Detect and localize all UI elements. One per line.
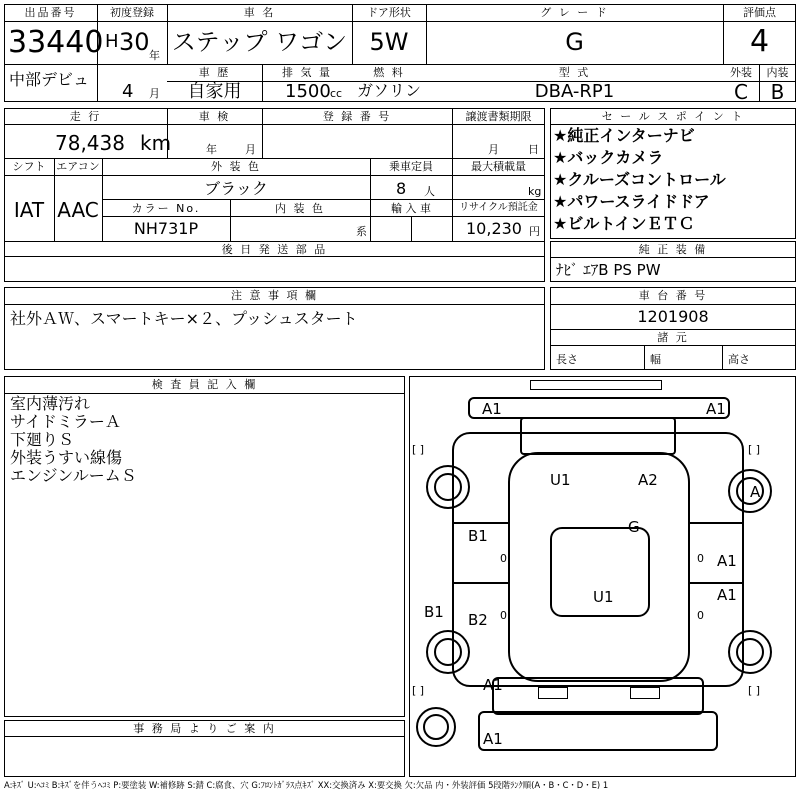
bracket-left-top: [ ] xyxy=(412,443,425,456)
mileage-unit: km xyxy=(140,131,172,155)
inspector-line: 下廻りＳ xyxy=(10,430,75,449)
mileage-label: 走 行 xyxy=(69,110,102,123)
inspector-line: サイドミラーＡ xyxy=(10,412,121,431)
length-label: 長さ xyxy=(556,353,578,366)
color-no: NH731P xyxy=(133,219,199,238)
inspector-label: 検 査 員 記 入 欄 xyxy=(151,378,258,391)
inspector-line: エンジンルームＳ xyxy=(10,466,137,485)
interior-color-label: 内 装 色 xyxy=(275,202,325,215)
equipment-label: 純 正 装 備 xyxy=(638,243,708,256)
color-no-label: カラー No. xyxy=(131,202,201,215)
transfer-day-unit: 日 xyxy=(528,143,539,156)
inspector-line: 外装うすい線傷 xyxy=(10,448,123,467)
lot-label: 出品番号 xyxy=(24,6,77,19)
damage-mark-sill-left: B1 xyxy=(424,603,444,621)
damage-mark-front-right: A1 xyxy=(706,400,726,418)
ac: AAC xyxy=(57,198,99,222)
damage-mark-door-rear-right: A1 xyxy=(717,586,737,604)
legend: A:ｷｽﾞ U:ﾍｺﾐ B:ｷｽﾞを伴うﾍｺﾐ P:要塗装 W:補修跡 S:錆 C:腐食、穴 G:ﾌﾛﾝﾄｶﾞﾗｽ点ｷｽﾞ XX:交換済み X:要交換 欠:欠品 内・外装評価 5段階ﾗﾝｸ順(A・B・C・D・E) 1 xyxy=(4,780,609,790)
car-name: ステップ ワゴン xyxy=(171,28,348,56)
capacity-label: 乗車定員 xyxy=(389,160,433,173)
damage-mark-rear-left: A1 xyxy=(483,676,503,694)
displacement-unit: cc xyxy=(330,87,343,100)
damage-mark-front-left: A1 xyxy=(482,400,502,418)
mileage: 78,438 xyxy=(55,131,125,155)
fuel-label: 燃 料 xyxy=(373,66,405,79)
transfer-label: 譲渡書類期限 xyxy=(465,110,532,123)
int-score: B xyxy=(770,80,785,104)
color: ブラック xyxy=(204,179,268,198)
grade-label: グ レ ー ド xyxy=(540,6,609,19)
damage-mark-rear-bumper: A1 xyxy=(483,730,503,748)
sales-points-list xyxy=(553,128,793,238)
sales-point: ★パワースライドドア xyxy=(553,192,710,211)
model: DBA-RP1 xyxy=(534,81,615,102)
inspector-line: 室内薄汚れ xyxy=(10,394,91,413)
reg-year: 30 xyxy=(119,28,150,56)
door-type: 5W xyxy=(369,28,409,56)
score-label: 評価点 xyxy=(743,6,776,19)
history: 自家用 xyxy=(187,81,242,102)
ext-label: 外装 xyxy=(730,66,752,79)
recycle-label: リサイクル預託金 xyxy=(459,202,538,213)
car-diagram xyxy=(409,376,796,777)
shift-label: シフト xyxy=(12,160,46,173)
office-label: 事 務 局 よ り ご 案 内 xyxy=(133,722,276,735)
side-mark: 0 xyxy=(697,552,704,565)
width-label: 幅 xyxy=(650,353,661,366)
damage-mark-wheel-front-right: A xyxy=(750,483,761,501)
model-label: 型 式 xyxy=(558,66,591,79)
door-label: ドア形状 xyxy=(367,6,411,19)
plate-label: 登 録 番 号 xyxy=(322,110,392,123)
shift: IAT xyxy=(13,198,45,222)
capacity: 8 xyxy=(396,179,407,198)
displacement: 1500 xyxy=(285,81,331,102)
recycle-unit: 円 xyxy=(529,225,540,238)
color-label: 外 装 色 xyxy=(211,160,261,173)
reg-label: 初度登録 xyxy=(110,6,154,19)
damage-mark-roof: G xyxy=(628,518,640,536)
lot-number: 33440 xyxy=(8,25,104,60)
reg-month: 4 xyxy=(122,81,134,102)
venue: 中部デビュ xyxy=(9,70,90,89)
inspection-label: 車 検 xyxy=(198,110,231,123)
side-mark: 0 xyxy=(500,609,507,622)
sales-point: ★純正インターナビ xyxy=(553,126,695,145)
damage-mark-door-front-left: B1 xyxy=(468,527,488,545)
chassis-number: 1201908 xyxy=(637,307,709,326)
capacity-unit: 人 xyxy=(424,185,435,198)
damage-mark-hood-left: U1 xyxy=(550,471,571,489)
ext-score: C xyxy=(734,80,748,104)
load-unit: kg xyxy=(528,185,542,198)
fuel: ガソリン xyxy=(356,81,421,100)
name-label: 車 名 xyxy=(243,6,276,19)
damage-mark-door-rear-left: B2 xyxy=(468,611,488,629)
sales-point: ★ビルトインＥＴＣ xyxy=(553,214,695,233)
month-unit: 月 xyxy=(149,87,160,100)
ac-label: エアコン xyxy=(56,160,100,173)
import-label: 輸 入 車 xyxy=(391,202,431,215)
displacement-label: 排 気 量 xyxy=(282,66,332,79)
load-label: 最大積載量 xyxy=(471,160,526,173)
grade: G xyxy=(565,28,584,56)
bracket-right-top: [ ] xyxy=(748,443,761,456)
inspector-notes xyxy=(10,396,137,486)
height-label: 高さ xyxy=(728,353,750,366)
damage-mark-door-front-right: A1 xyxy=(717,552,737,570)
side-mark: 0 xyxy=(500,552,507,565)
recycle: 10,230 xyxy=(466,219,522,238)
history-label: 車 歴 xyxy=(198,66,231,79)
bracket-left-bottom: [ ] xyxy=(412,684,425,697)
notes-text: 社外ＡＷ、スマートキー×２、プッシュスタート xyxy=(10,309,358,328)
era: H xyxy=(105,31,119,52)
later-parts-label: 後 日 発 送 部 品 xyxy=(221,243,328,256)
insp-month-unit: 月 xyxy=(245,143,256,156)
int-label: 内装 xyxy=(766,66,789,79)
dims-label: 諸 元 xyxy=(657,331,689,344)
sales-label: セ ー ル ス ポ イ ン ト xyxy=(601,110,745,123)
damage-mark-hood-right: A2 xyxy=(638,471,658,489)
interior-color-unit: 系 xyxy=(356,225,367,238)
sales-point: ★クルーズコントロール xyxy=(553,170,726,189)
insp-year-unit: 年 xyxy=(206,143,217,156)
year-unit: 年 xyxy=(149,49,160,62)
bracket-right-bottom: [ ] xyxy=(748,684,761,697)
chassis-label: 車 台 番 号 xyxy=(638,289,708,302)
damage-mark-floor: U1 xyxy=(593,588,614,606)
sales-point: ★バックカメラ xyxy=(553,148,664,167)
score: 4 xyxy=(749,24,770,59)
transfer-month-unit: 月 xyxy=(488,143,499,156)
side-mark: 0 xyxy=(697,609,704,622)
equipment-value: ﾅﾋﾞ ｴｱB PS PW xyxy=(556,261,661,279)
notes-label: 注 意 事 項 欄 xyxy=(231,289,318,302)
